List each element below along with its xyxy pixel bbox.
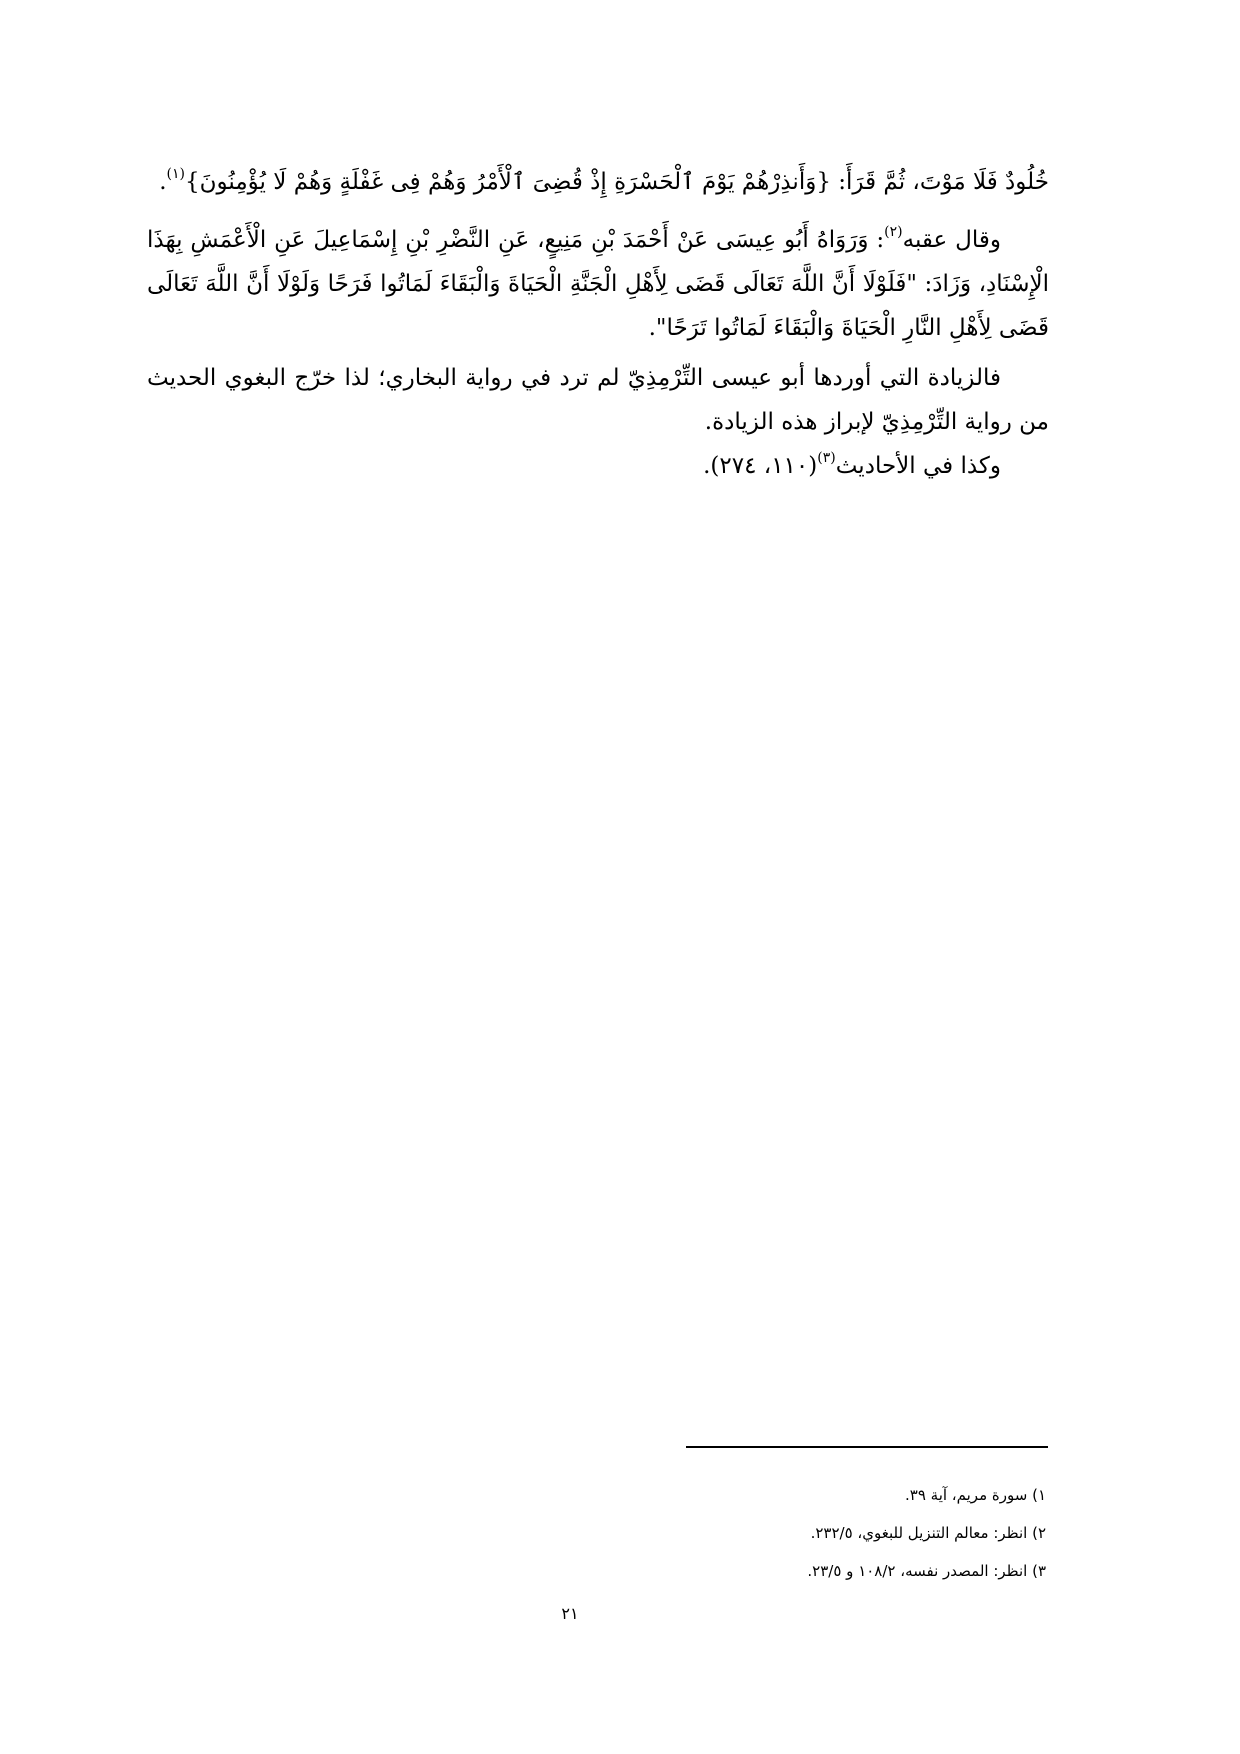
paragraph-4-lead: وكذا في الأحاديث: [835, 453, 1001, 479]
paragraph-2-text: : وَرَوَاهُ أَبُو عِيسَى عَنْ أَحْمَدَ بْنِ مَنِيعٍ، عَنِ النَّضْرِ بْنِ إِسْمَاعِيلَ عَنِ الْأَعْمَشِ بِهَذَا الْإِسْنَادِ، وَزَادَ: "فَلَوْلَا أَنَّ اللَّهَ تَعَالَى قَضَى لِأَهْلِ الْجَنَّةِ الْحَيَاةَ وَالْبَقَاءَ لَمَاتُوا فَرَحًا وَلَوْلَا أَنَّ اللَّهَ تَعَالَى قَضَى لِأَهْلِ النَّارِ الْحَيَاةَ وَالْبَقَاءَ لَمَاتُوا تَرَحًا".: [147, 227, 1049, 341]
footnotes: [600, 1476, 1046, 1590]
footnote-ref-1[interactable]: (١): [166, 166, 185, 183]
footnote-3: ٣) انظر: المصدر نفسه، ١٠٨/٢ و ٢٣/٥.: [807, 1562, 1046, 1580]
footnote-2: ٢) انظر: معالم التنزيل للبغوي، ٢٣٢/٥.: [810, 1524, 1046, 1542]
page-number: ٢١: [561, 1604, 579, 1623]
footnote-ref-2[interactable]: (٢): [884, 224, 903, 241]
paragraph-1: [147, 160, 1049, 204]
footnote-1: ١) سورة مريم، آية ٣٩.: [904, 1486, 1046, 1504]
main-text: [147, 160, 1049, 488]
paragraph-1-end: .: [159, 169, 167, 195]
paragraph-4: [147, 444, 1049, 488]
paragraph-4-text: (١١٠، ٢٧٤).: [703, 453, 818, 479]
paragraph-1-text: خُلُودٌ فَلَا مَوْتَ، ثُمَّ قَرَأَ: {وَأَنذِرْهُمْ يَوْمَ ٱلْحَسْرَةِ إِذْ قُضِىَ ٱلْأَمْرُ وَهُمْ فِى غَفْلَةٍ وَهُمْ لَا يُؤْمِنُونَ}: [185, 169, 1049, 195]
paragraph-3: [147, 356, 1049, 444]
paragraph-2-lead: وقال عقبه: [902, 227, 1001, 253]
footnote-ref-3[interactable]: (٣): [817, 450, 836, 467]
paragraph-3-text: فالزيادة التي أوردها أبو عيسى التِّرْمِذِيّ لم ترد في رواية البخاري؛ لذا خرّج البغوي الحديث من رواية التِّرْمِذِيّ لإبراز هذه الزيادة.: [147, 365, 1049, 435]
footnote-separator: [686, 1446, 1048, 1448]
paragraph-2: [147, 218, 1049, 350]
